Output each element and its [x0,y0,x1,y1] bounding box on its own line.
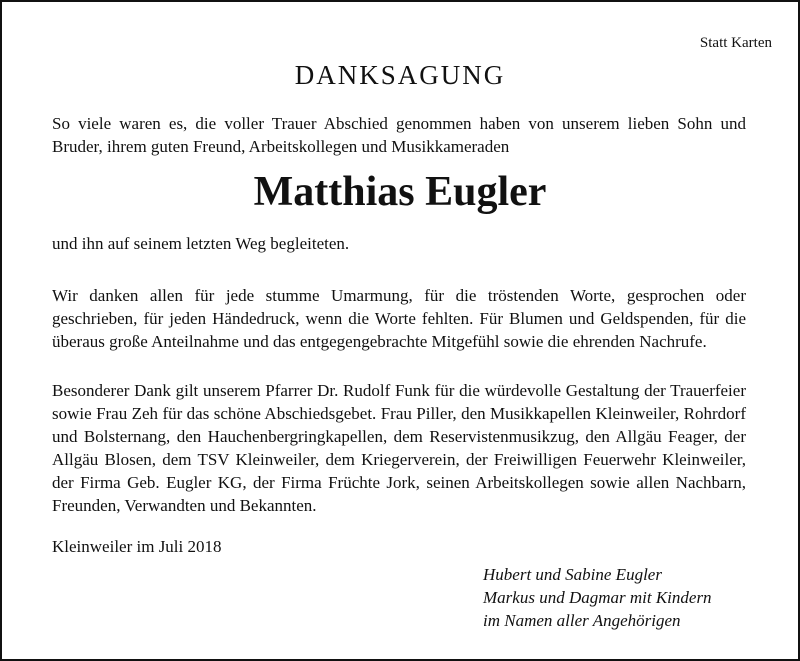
thanks-paragraph: Wir danken allen für jede stumme Umarmung, für die tröstenden Worte, gesprochen oder geschrieben, für jeden Händedruck, wenn die Worte fehlten. Für Blumen und Geldspenden, für die überaus große Anteilnahme und das entgegengebrachte Mitgefühl sowie die ehrenden Nachrufe. [52,286,746,351]
signature-line: im Namen aller Angehörigen [483,611,681,630]
top-note: Statt Karten [699,35,772,51]
deceased-name: Matthias Eugler [253,169,547,215]
after-name-line: und ihn auf seinem letzten Weg begleiteten. [52,234,350,253]
special-thanks-paragraph: Besonderer Dank gilt unserem Pfarrer Dr. Rudolf Funk für die würdevolle Gestaltung der Trauerfeier sowie Frau Zeh für das schöne Abschiedsgebet. Frau Piller, den Musikkapellen Kleinweiler, Rohrdorf und Bolsternang, den Hauchenbergringkapellen, dem Reservistenmusikzug, den Allgäu Feager, der Allgäu Blosen, dem TSV Kleinweiler, dem Kriegerverein, der Freiwilligen Feuerwehr Kleinweiler, der Firma Geb. Eugler KG, der Firma Früchte Jork, seinen Arbeitskollegen sowie allen Nachbarn, Freunden, Verwandten und Bekannten. [52,381,746,515]
intro-paragraph: So viele waren es, die voller Trauer Abschied genommen haben von unserem lieben Sohn und Bruder, ihrem guten Freund, Arbeitskollegen und Musikkameraden [52,114,746,156]
signature-line: Markus und Dagmar mit Kindern [483,588,712,607]
place-date: Kleinweiler im Juli 2018 [52,537,222,556]
signature-line: Hubert und Sabine Eugler [483,565,662,584]
signature-block [483,563,783,632]
notice-heading: DANKSAGUNG [294,60,506,90]
